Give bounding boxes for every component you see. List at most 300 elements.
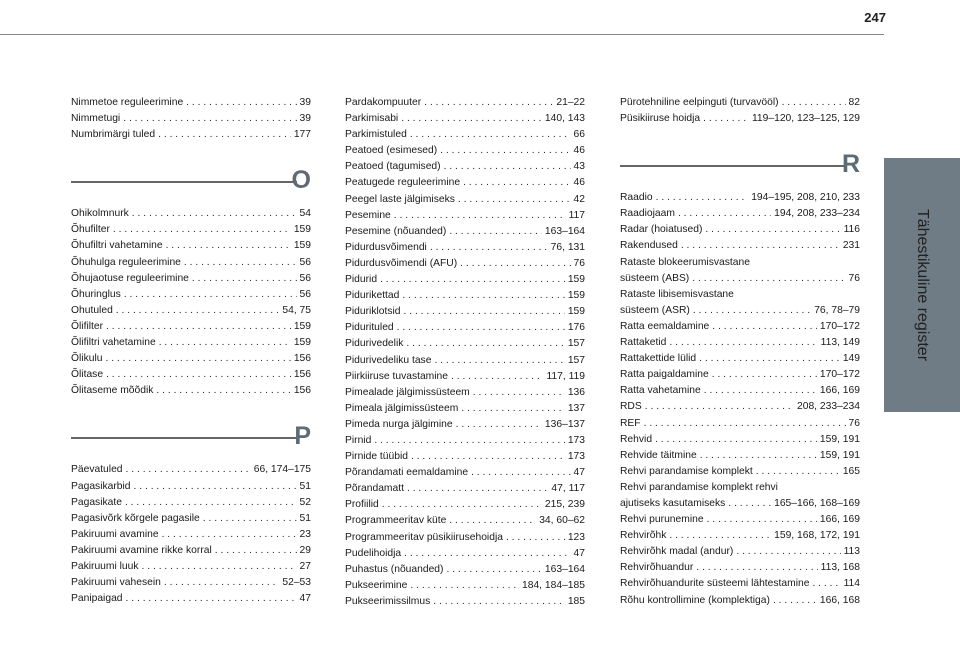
dot-leader [506,530,565,546]
entry-pages: 39 [299,113,311,125]
entry-term: Pakiruumi avamine [71,528,159,540]
dot-leader [380,272,565,288]
header-rule [0,34,884,35]
entry-pages: 208, 233–234 [797,401,860,413]
dot-leader [162,527,297,543]
entry-pages: 136 [567,386,585,398]
entry-pages: 231 [842,240,860,252]
index-entry [71,271,311,287]
entry-pages: 137 [567,402,585,414]
index-entry [345,465,585,481]
entry-term: Õhuhulga reguleerimine [71,256,181,268]
entry-pages: 185 [567,595,585,607]
index-entry [71,319,311,335]
dot-leader [712,367,817,383]
index-entry [345,208,585,224]
dot-leader [773,593,817,609]
dot-leader [404,546,570,562]
entry-pages: 170–172 [819,320,860,332]
index-entry [345,353,585,369]
entry-pages: 165 [842,465,860,477]
entry-pages: 43 [573,161,585,173]
dot-leader [736,544,840,560]
entry-term: Nimmetoe reguleerimine [71,97,184,108]
entry-pages: 113 [843,546,860,558]
index-entry [620,367,860,383]
index-entry [345,175,585,191]
entry-term: Õlikulu [71,353,103,365]
entry-pages: 159 [567,274,585,286]
entry-term: Rattakettide lülid [620,353,697,365]
index-entry [620,319,860,335]
index-entry [71,495,311,511]
index-entry [345,111,585,127]
entry-term: süsteem (ASR) [620,304,690,316]
entry-term: süsteem (ABS) [620,272,690,284]
section-rule [71,437,297,439]
entry-term: Ratta eemaldamine [620,320,710,332]
section-rule [620,165,846,167]
entry-term: Õlitase [71,369,104,381]
dot-leader [159,335,291,351]
index-entry [345,272,585,288]
index-entry [345,594,585,610]
dot-leader [402,288,564,304]
index-entry [345,336,585,352]
entry-term: Raadiojaam [620,208,675,220]
entry-term: Pesemine (nõuanded) [345,225,447,237]
section-tab-label: Tähestikuline register [914,208,931,362]
entry-term: Piduriklotsid [345,306,401,318]
dot-leader [449,513,536,529]
entry-pages: 166, 169 [819,385,860,397]
entry-pages: 29 [299,544,311,556]
index-entry [71,559,311,575]
section-header [71,420,311,458]
index-entry [620,512,860,528]
entry-pages: 157 [567,354,585,366]
entry-term: Pidurivedelik [345,338,404,350]
index-entry [71,335,311,351]
index-entry [620,111,860,127]
entry-pages: 140, 143 [544,113,585,125]
entry-term: Õlitaseme mõõdik [71,385,154,397]
index-entry [345,224,585,240]
dot-leader [728,496,771,512]
index-entry [620,416,860,432]
entry-pages: 76 [848,417,860,429]
entry-pages: 156 [293,353,311,365]
entry-term: Ohikolmnurk [71,208,129,220]
index-entry [620,528,860,544]
index-entry [71,462,311,478]
index-entry [345,192,585,208]
entry-term: Pimeala jälgimissüsteem [345,402,459,414]
index-entry [620,593,860,609]
dot-leader [656,190,749,206]
index-entry [71,111,311,127]
entry-pages: 113, 149 [820,337,860,349]
dot-leader [142,559,297,575]
entry-term: Põrandamati eemaldamine [345,467,469,479]
index-entry [345,513,585,529]
dot-leader [446,562,541,578]
entry-term: Panipaigad [71,593,123,605]
section-header [620,148,860,186]
dot-leader [707,512,817,528]
index-entry [620,206,860,222]
entry-pages: 149 [842,353,860,365]
entry-term: Raadio [620,192,653,204]
page-number: 247 [864,10,886,25]
entry-pages: 39 [299,97,311,108]
dot-leader [424,95,553,111]
entry-term: Ratta vahetamine [620,385,701,397]
entry-pages: 177 [293,129,311,141]
entry-pages: 51 [299,480,311,492]
index-entry [71,255,311,271]
entry-pages: 117 [568,209,585,221]
section-rule [71,181,297,183]
index-entry [345,159,585,175]
entry-pages: 34, 60–62 [539,515,585,527]
entry-pages: 156 [293,369,311,381]
entry-pages: 119–120, 123–125, 129 [751,113,860,125]
dot-leader [430,240,548,256]
dot-leader [812,576,840,592]
dot-leader [410,127,571,143]
entry-term: Ohutuled [71,304,113,316]
entry-term: Rõhu kontrollimine (komplektiga) [620,594,770,606]
entry-pages: 47, 117 [551,483,585,495]
dot-leader [164,575,280,591]
entry-term: Pimeda nurga jälgimine [345,418,453,430]
entry-pages: 76 [573,257,585,269]
index-entry [71,351,311,367]
entry-pages: 47 [573,547,585,559]
dot-leader [782,95,846,111]
index-entry [345,417,585,433]
entry-pages: 136–137 [544,418,585,430]
index-entry [620,95,860,111]
index-entry [345,143,585,159]
entry-term: Parkimisabi [345,113,399,125]
index-entry [71,238,311,254]
entry-pages: 56 [299,272,311,284]
entry-pages: 123 [567,531,585,543]
index-entry [620,351,860,367]
dot-leader [126,462,251,478]
entry-term: REF [620,417,641,429]
dot-leader [156,383,290,399]
section-letter: R [841,150,860,179]
entry-pages: 76, 131 [550,241,585,253]
entry-term: Piirkiiruse tuvastamine [345,370,449,382]
entry-term: Õhujaotuse reguleerimine [71,272,189,284]
dot-leader [456,417,542,433]
entry-pages: 159 [567,290,585,302]
dot-leader [681,238,840,254]
dot-leader [134,479,297,495]
dot-leader [471,465,570,481]
index-entry [620,399,860,415]
index-entry [71,543,311,559]
entry-term: Pidurituled [345,322,394,334]
section-header [71,164,311,202]
index-entry [71,303,311,319]
index-entry [620,335,860,351]
index-entry [620,448,860,464]
dot-leader [644,416,846,432]
entry-term: Pidurikettad [345,290,400,302]
entry-term: Pudelihoidja [345,547,402,559]
index-entry [345,433,585,449]
index-column-1 [71,95,311,607]
section-tab-label-box [884,158,960,412]
index-entry [345,320,585,336]
index-entry [620,222,860,238]
dot-leader [124,287,297,303]
dot-leader [166,238,291,254]
entry-term: Pimealade jälgimissüsteem [345,386,470,398]
entry-pages: 173 [567,451,585,463]
entry-pages: 159, 168, 172, 191 [774,530,860,542]
index-entry [345,546,585,562]
index-entry [345,481,585,497]
entry-pages: 47 [573,467,585,479]
entry-term: RDS [620,401,642,413]
index-entry [620,383,860,399]
index-entry [345,369,585,385]
index-entry [71,222,311,238]
entry-pages: 42 [573,193,585,205]
index-entry [620,238,860,254]
dot-leader [705,222,840,238]
dot-leader [132,206,297,222]
index-entry-text: Rataste libisemisvastane [620,288,734,300]
dot-leader [440,143,570,159]
entry-term: Pukseerimine [345,579,408,591]
entry-term: Pukseerimissilmus [345,595,431,607]
entry-term: Rehvi parandamise komplekt [620,465,753,477]
entry-term: Programmeeritav küte [345,515,447,527]
dot-leader [473,385,565,401]
dot-leader [126,591,297,607]
section-letter: O [291,166,311,195]
entry-pages: 46 [573,145,585,157]
entry-term: Rehvirõhuandurite süsteemi lähtestamine [620,578,810,590]
dot-leader [712,319,817,335]
index-entry [620,190,860,206]
index-entry [345,304,585,320]
index-entry [71,591,311,607]
entry-pages: 66 [573,129,585,141]
dot-leader [106,319,291,335]
entry-pages: 46 [573,177,585,189]
dot-leader [756,464,840,480]
dot-leader [123,111,296,127]
entry-term: Õlifiltri vahetamine [71,337,156,349]
index-entry [71,95,311,111]
dot-leader [404,304,565,320]
dot-leader [125,495,297,511]
index-entry [620,303,860,319]
entry-pages: 56 [299,256,311,268]
entry-term: Pesemine [345,209,391,221]
entry-pages: 159 [293,240,311,252]
index-entry [620,496,860,512]
index-entry [71,575,311,591]
section-letter: P [294,422,311,451]
entry-pages: 194–195, 208, 210, 233 [751,192,860,204]
dot-leader [678,206,771,222]
entry-term: Pirnid [345,434,372,446]
index-entry [345,401,585,417]
dot-leader [463,175,570,191]
entry-pages: 215, 239 [544,499,585,511]
entry-pages: 47 [299,593,311,605]
entry-pages: 165–166, 168–169 [774,497,860,509]
entry-pages: 54 [299,208,311,220]
dot-leader [410,578,519,594]
entry-term: Õlifilter [71,320,104,332]
dot-leader [699,351,840,367]
entry-term: Ratta paigaldamine [620,369,709,381]
entry-pages: 184, 184–185 [522,579,585,591]
entry-term: Pagasikate [71,496,122,508]
entry-term: Püsikiiruse hoidja [620,113,701,125]
dot-leader [186,95,296,111]
dot-leader [106,367,291,383]
entry-pages: 52–53 [282,577,311,589]
dot-leader [184,255,297,271]
entry-term: Profiilid [345,499,379,511]
dot-leader [461,401,565,417]
entry-term: Programmeeritav püsikiirusehoidja [345,531,503,543]
entry-pages: 194, 208, 233–234 [774,208,860,220]
entry-pages: 117, 119 [546,370,585,382]
entry-pages: 159 [293,320,311,332]
index-entry [345,95,585,111]
entry-pages: 159 [293,337,311,349]
entry-term: Õhuringlus [71,288,121,300]
entry-pages: 163–164 [544,225,585,237]
index-entry [345,240,585,256]
index-entry [71,383,311,399]
entry-term: Päevatuled [71,464,123,476]
index-entry [71,127,311,143]
entry-pages: 166, 169 [819,514,860,526]
entry-term: Peegel laste jälgimiseks [345,193,455,205]
entry-term: Pakiruumi avamine rikke korral [71,544,212,556]
entry-pages: 82 [848,97,860,108]
entry-pages: 113, 168 [820,562,860,574]
dot-leader [703,111,749,127]
entry-pages: 157 [567,338,585,350]
entry-pages: 51 [299,512,311,524]
index-entry [345,127,585,143]
entry-term: Rehvi purunemine [620,514,704,526]
index-column-3 [620,95,860,609]
entry-term: Puhastus (nõuanded) [345,563,444,575]
entry-pages: 159 [567,306,585,318]
entry-term: ajutiseks kasutamiseks [620,497,726,509]
entry-term: Rehvirõhk madal (andur) [620,546,734,558]
index-entry [345,256,585,272]
index-entry [345,288,585,304]
entry-pages: 163–164 [544,563,585,575]
dot-leader [116,303,280,319]
dot-leader [451,369,543,385]
entry-term: Pardakompuuter [345,97,422,108]
dot-leader [669,335,817,351]
dot-leader [113,222,291,238]
dot-leader [458,192,571,208]
entry-term: Rakendused [620,240,678,252]
index-column-2 [345,95,585,610]
entry-pages: 52 [299,496,311,508]
entry-term: Peatoed (tagumised) [345,161,441,173]
index-entry [620,544,860,560]
entry-pages: 114 [843,578,860,590]
dot-leader [192,271,297,287]
dot-leader [449,224,542,240]
entry-pages: 170–172 [819,369,860,381]
dot-leader [215,543,297,559]
entry-pages: 176 [567,322,585,334]
entry-term: Õhufiltri vahetamine [71,240,163,252]
index-entry [620,271,860,287]
entry-term: Pakiruumi luuk [71,560,139,572]
entry-pages: 116 [843,224,860,236]
entry-pages: 159, 191 [819,449,860,461]
entry-term: Õhufilter [71,224,110,236]
entry-pages: 54, 75 [282,304,311,316]
dot-leader [693,303,811,319]
index-entry [71,206,311,222]
dot-leader [645,399,794,415]
entry-pages: 166, 168 [819,594,860,606]
entry-pages: 173 [567,434,585,446]
entry-term: Numbrimärgi tuled [71,129,156,141]
dot-leader [397,320,565,336]
index-entry [345,578,585,594]
dot-leader [158,127,291,143]
dot-leader [382,497,542,513]
entry-pages: 21–22 [556,97,585,108]
entry-term: Rehvide täitmine [620,449,697,461]
dot-leader [374,433,564,449]
entry-pages: 156 [293,385,311,397]
index-entry [71,287,311,303]
index-entry [345,449,585,465]
entry-term: Rehvid [620,433,653,445]
dot-leader [407,481,548,497]
dot-leader [433,594,565,610]
dot-leader [105,351,290,367]
index-entry [620,576,860,592]
entry-pages: 159, 191 [819,433,860,445]
dot-leader [434,353,564,369]
index-entry [345,530,585,546]
dot-leader [406,336,564,352]
entry-term: Pagasikarbid [71,480,131,492]
entry-term: Radar (hoiatused) [620,224,703,236]
entry-pages: 76, 78–79 [814,304,860,316]
entry-term: Pidurid [345,274,378,286]
entry-term: Pagasivõrk kõrgele pagasile [71,512,200,524]
dot-leader [203,511,297,527]
